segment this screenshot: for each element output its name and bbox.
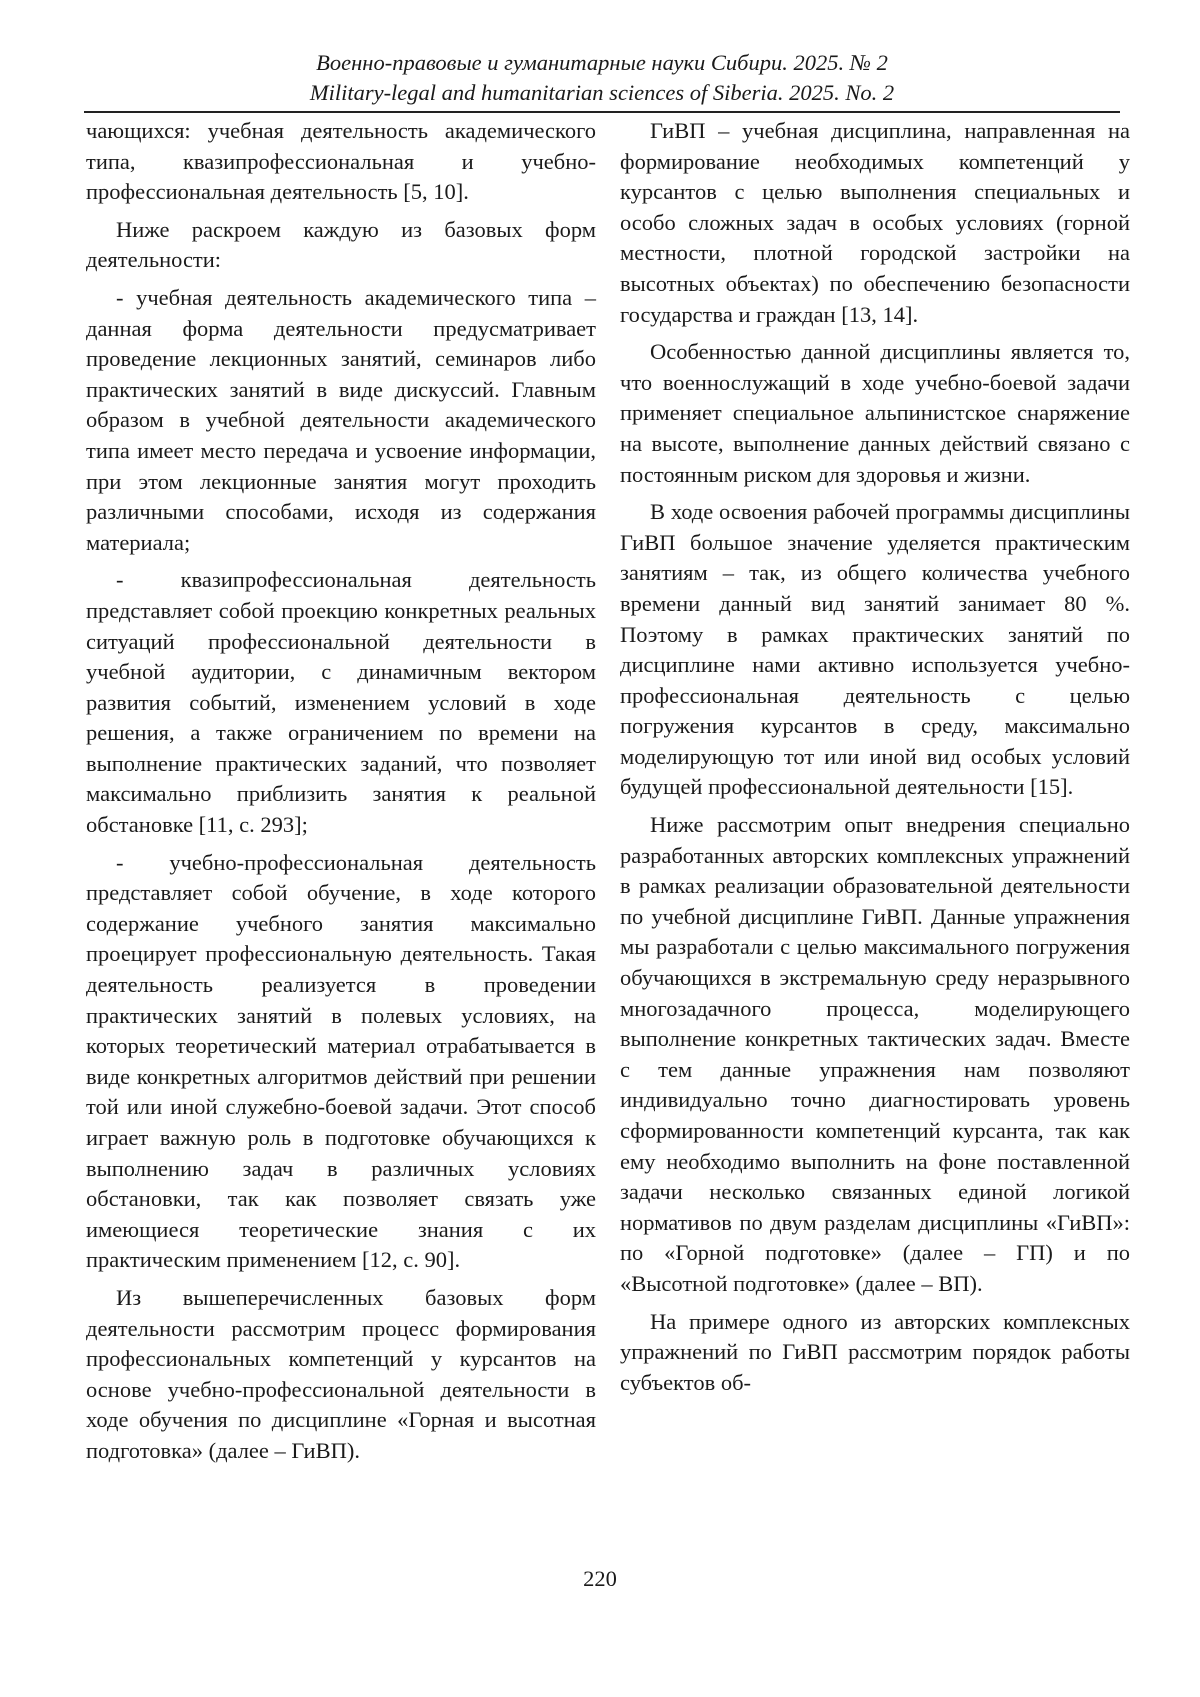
left-column bbox=[86, 116, 596, 1474]
paragraph: В ходе освоения рабочей программы дисциплины ГиВП большое значение уделяется практическим занятиям – так, из общего количества учебного времени данный вид занятий занимает 80 %. Поэтому в рамках практических занятий по дисциплине нами активно используется учебно-профессиональная деятельность с целью погружения курсантов в среду, максимально моделирующую тот или иной вид особых условий будущей профессиональной деятельности [15]. bbox=[620, 499, 1130, 800]
paragraph: Особенностью данной дисциплины является то, что военнослужащий в ходе учебно-боевой задачи применяет специальное альпинистское снаряжение на высоте, выполнение данных действий связано с постоянным риском для здоровья и жизни. bbox=[620, 339, 1130, 487]
journal-title-ru: Военно-правовые и гуманитарные науки Сибири. 2025. № 2 bbox=[316, 50, 888, 75]
page-number: 220 bbox=[583, 1566, 617, 1591]
list-item: - учебная деятельность академического типа – данная форма деятельности предусматривает проведение лекционных занятий, семинаров либо практических занятий в виде дискуссий. Главным образом в учебной деятельности академического типа имеет место передача и усвоение информации, при этом лекционные занятия могут проходить различными способами, исходя из содержания материала; bbox=[86, 284, 596, 555]
paragraph: чающихся: учебная деятельность академического типа, квазипрофессиональная и учебно-профессиональная деятельность [5, 10]. bbox=[86, 118, 596, 205]
paragraph: На примере одного из авторских комплексных упражнений по ГиВП рассмотрим порядок работы субъектов об- bbox=[620, 1308, 1130, 1395]
header-rule bbox=[84, 111, 1120, 113]
list-item: - квазипрофессиональная деятельность представляет собой проекцию конкретных реальных ситуаций профессиональной деятельности в учебной аудитории, с динамичным вектором развития событий, изменением условий в ходе решения, а также ограничением по времени на выполнение практических заданий, что позволяет максимально приблизить занятия к реальной обстановке [11, с. 293]; bbox=[86, 567, 596, 838]
paragraph: ГиВП – учебная дисциплина, направленная на формирование необходимых компетенций у курсантов с целью выполнения специальных и особо сложных задач в особых условиях (горной местности, плотной городской застройки на высотных объектах) по обеспечению безопасности государства и граждан [13, 14]. bbox=[620, 118, 1130, 327]
journal-title-en: Military-legal and humanitarian sciences of Siberia. 2025. No. 2 bbox=[309, 80, 895, 105]
list-item: - учебно-профессиональная деятельность представляет собой обучение, в ходе которого содержание учебного занятия максимально проецирует профессиональную деятельность. Такая деятельность реализуется в проведении практических занятий в полевых условиях, на которых теоретический материал отрабатывается в виде конкретных алгоритмов действий при решении той или иной служебно-боевой задачи. Этот способ играет важную роль в подготовке обучающихся к выполнению задач в различных условиях обстановки, так как позволяет связать уже имеющиеся теоретические знания с их практическим применением [12, с. 90]. bbox=[86, 849, 596, 1273]
right-column bbox=[620, 116, 1130, 1405]
paragraph: Ниже раскроем каждую из базовых форм деятельности: bbox=[86, 216, 596, 273]
running-header bbox=[84, 48, 1120, 108]
paragraph: Из вышеперечисленных базовых форм деятельности рассмотрим процесс формирования профессиональных компетенций у курсантов на основе учебно-профессиональной деятельности в ходе обучения по дисциплине «Горная и высотная подготовка» (далее – ГиВП). bbox=[86, 1284, 596, 1463]
paragraph: Ниже рассмотрим опыт внедрения специально разработанных авторских комплексных упражнений в рамках реализации образовательной деятельности по учебной дисциплине ГиВП. Данные упражнения мы разработали с целью максимального погружения обучающихся в экстремальную среду неразрывного многозадачного процесса, моделирующего выполнение конкретных тактических задач. Вместе с тем данные упражнения нам позволяют индивидуально точно диагностировать уровень сформированности компетенций курсанта, так как ему необходимо выполнить на фоне поставленной задачи несколько связанных единой логикой нормативов по двум разделам дисциплины «ГиВП»: по «Горной подготовке» (далее – ГП) и по «Высотной подготовке» (далее – ВП). bbox=[620, 812, 1130, 1296]
